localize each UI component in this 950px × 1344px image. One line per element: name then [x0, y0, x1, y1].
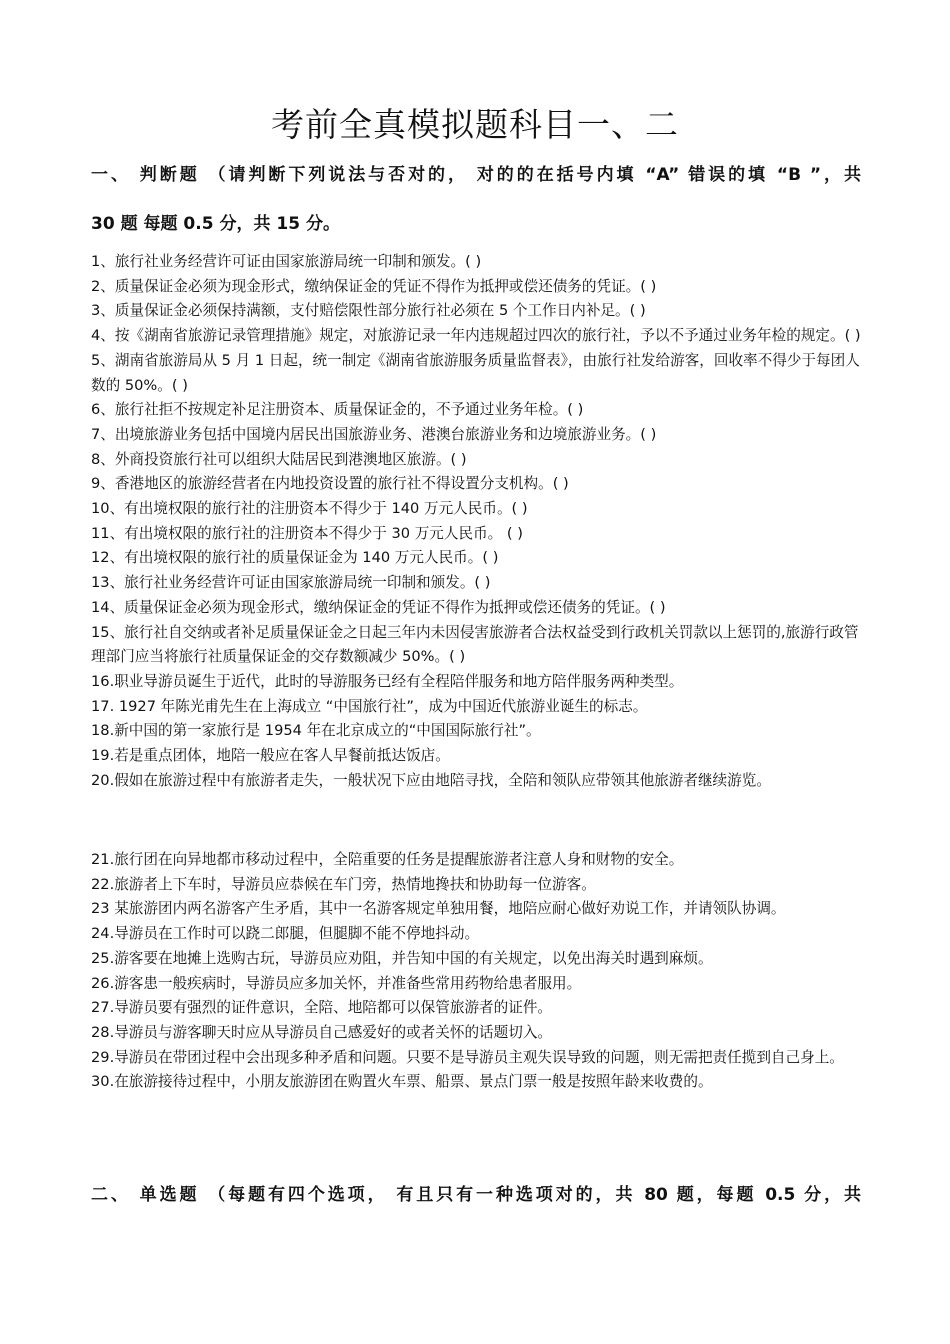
- section-1-heading-continued: 30 题 每题 0.5 分，共 15 分。: [91, 214, 340, 234]
- question-item: 24.导游员在工作时可以跷二郎腿，但腿脚不能不停地抖动。: [91, 925, 480, 943]
- section-2-heading: 二、 单选题 （每题有四个选项， 有且只有一种选项对的，共 80 题，每题 0.5 分，共: [91, 1185, 861, 1205]
- question-item: 25.游客要在地摊上选购古玩，导游员应劝阻，并告知中国的有关规定，以免出海关时遇到麻烦。: [91, 949, 713, 967]
- question-item: 18.新中国的第一家旅行是 1954 年在北京成立的“中国国际旅行社”。: [91, 722, 541, 740]
- question-item: 23 某旅游团内两名游客产生矛盾，其中一名游客规定单独用餐，地陪应耐心做好劝说工作，并请领队协调。: [91, 900, 786, 918]
- question-item: 7、出境旅游业务包括中国境内居民出国旅游业务、港澳台旅游业务和边境旅游业务。( ): [91, 425, 657, 443]
- question-item: 21.旅行团在向异地都市移动过程中，全陪重要的任务是提醒旅游者注意人身和财物的安全。: [91, 851, 684, 868]
- question-item: 5、湖南省旅游局从 5 月 1 日起，统一制定《湖南省旅游服务质量监督表》，由旅行社发给游客，回收率不得少于每团人数的 50%。( ): [91, 351, 860, 394]
- question-item: 26.游客患一般疾病时，导游员应多加关怀，并准备些常用药物给患者服用。: [91, 974, 582, 992]
- true-false-question-list-part2: [91, 848, 863, 1095]
- question-item: 20.假如在旅游过程中有旅游者走失，一般状况下应由地陪寻找，全陪和领队应带领其他旅游者继续游览。: [91, 771, 771, 789]
- question-item: 3、质量保证金必须保持满额，支付赔偿限性部分旅行社必须在 5 个工作日内补足。( ): [91, 302, 646, 320]
- question-item: 15、旅行社自交纳或者补足质量保证金之日起三年内未因侵害旅游者合法权益受到行政机关罚款以上惩罚的,旅游行政管理部门应当将旅行社质量保证金的交存数额减少 50%。( ): [91, 623, 859, 666]
- question-item: 1、旅行社业务经营许可证由国家旅游局统一印制和颁发。( ): [91, 253, 482, 270]
- question-item: 2、质量保证金必须为现金形式，缴纳保证金的凭证不得作为抵押或偿还债务的凭证。( ): [91, 277, 657, 295]
- question-item: 13、旅行社业务经营许可证由国家旅游局统一印制和颁发。( ): [91, 574, 491, 592]
- question-item: 30.在旅游接待过程中，小朋友旅游团在购置火车票、船票、景点门票一般是按照年龄来收费的。: [91, 1073, 713, 1091]
- question-item: 6、旅行社拒不按规定补足注册资本、质量保证金的，不予通过业务年检。( ): [91, 401, 584, 419]
- question-item: 8、外商投资旅行社可以组织大陆居民到港澳地区旅游。( ): [91, 450, 467, 468]
- question-item: 19.若是重点团体，地陪一般应在客人早餐前抵达饭店。: [91, 747, 450, 765]
- question-item: 17. 1927 年陈光甫先生在上海成立 “中国旅行社”，成为中国近代旅游业诞生的标志。: [91, 697, 648, 715]
- question-item: 14、质量保证金必须为现金形式，缴纳保证金的凭证不得作为抵押或偿还债务的凭证。( ): [91, 598, 666, 616]
- question-item: 16.职业导游员诞生于近代，此时的导游服务已经有全程陪伴服务和地方陪伴服务两种类型。: [91, 672, 684, 690]
- question-item: 28.导游员与游客聊天时应从导游员自己感爱好的或者关怀的话题切入。: [91, 1023, 553, 1041]
- question-item: 11、有出境权限的旅行社的注册资本不得少于 30 万元人民币。 ( ): [91, 524, 523, 542]
- question-item: 29.导游员在带团过程中会出现多种矛盾和问题。只要不是导游员主观失误导致的问题，则无需把责任揽到自己身上。: [91, 1048, 844, 1066]
- section-1-heading: 一、 判断题 （请判断下列说法与否对的， 对的的在括号内填 “A” 错误的填 “B ”，共: [91, 165, 861, 185]
- question-item: 27.导游员要有强烈的证件意识，全陪、地陪都可以保管旅游者的证件。: [91, 999, 553, 1017]
- question-item: 4、按《湖南省旅游记录管理措施》规定，对旅游记录一年内违规超过四次的旅行社，予以不予通过业务年检的规定。( ): [91, 327, 861, 345]
- question-item: 10、有出境权限的旅行社的注册资本不得少于 140 万元人民币。( ): [91, 500, 528, 518]
- question-item: 12、有出境权限的旅行社的质量保证金为 140 万元人民币。( ): [91, 549, 499, 567]
- true-false-question-list-part1: [91, 250, 863, 793]
- question-item: 9、香港地区的旅游经营者在内地投资设置的旅行社不得设置分支机构。( ): [91, 475, 569, 493]
- document-title: 考前全真模拟题科目一、二: [271, 105, 679, 144]
- question-item: 22.旅游者上下车时，导游员应恭候在车门旁，热情地搀扶和协助每一位游客。: [91, 875, 596, 893]
